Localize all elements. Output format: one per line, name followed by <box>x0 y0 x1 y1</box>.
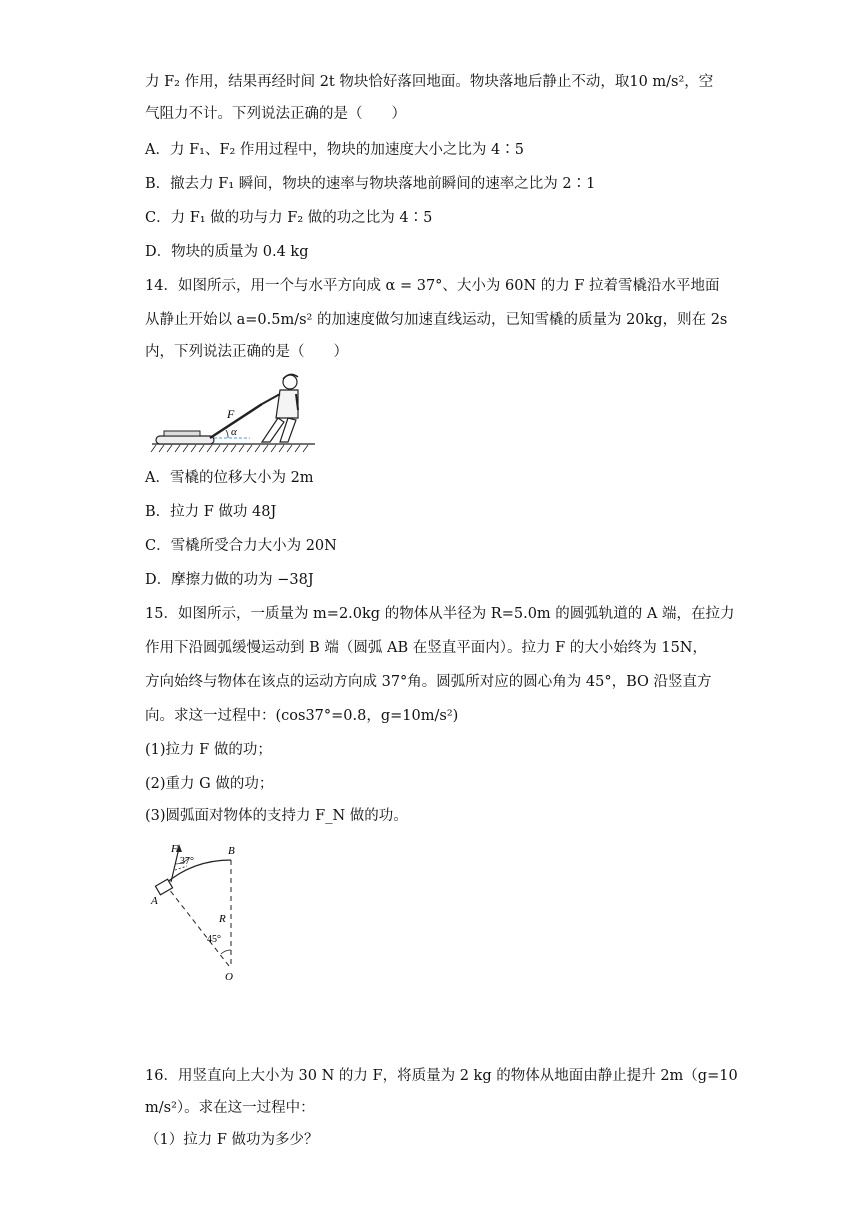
q14-text-line: 内，下列说法正确的是（ ） <box>145 344 348 360</box>
q16-text-line: m/s²）。求在这一过程中： <box>145 1100 315 1116</box>
q15-angle45-label: 45° <box>207 934 221 945</box>
q15-sub-3: (3)圆弧面对物体的支持力 F_N 做的功。 <box>145 808 408 824</box>
q13-text-line: 气阻力不计。下列说法正确的是（ ） <box>145 106 406 122</box>
q15-point-o: O <box>225 971 233 983</box>
q15-text-line: 方向始终与物体在该点的运动方向成 37°角。圆弧所对应的圆心角为 45°，BO 沿竖直方 <box>145 674 712 690</box>
alpha-label: α <box>231 426 237 438</box>
q15-text-line: 15．如图所示，一质量为 m=2.0kg 的物体从半径为 R=5.0m 的圆弧轨道的 A 端，在拉力 <box>145 606 735 622</box>
q15-sub-1: (1)拉力 F 做的功； <box>145 742 272 758</box>
q15-radius-label: R <box>219 913 226 925</box>
force-label: F <box>227 407 235 421</box>
q13-text-line: 力 F₂ 作用，结果再经时间 2t 物块恰好落回地面。物块落地后静止不动，取10 m/s²，空 <box>145 74 714 90</box>
q15-angle37-label: 37° <box>180 856 194 867</box>
sled-figure <box>150 368 320 458</box>
q14-text-line: 从静止开始以 a=0.5m/s² 的加速度做匀加速直线运动，已知雪橇的质量为 20kg，则在 2s <box>145 312 728 328</box>
q13-option-a: A．力 F₁、F₂ 作用过程中，物块的加速度大小之比为 4∶5 <box>145 142 524 158</box>
q13-option-b: B．撤去力 F₁ 瞬间，物块的速率与物块落地前瞬间的速率之比为 2∶1 <box>145 176 596 192</box>
q14-option-b: B．拉力 F 做功 48J <box>145 504 277 520</box>
arc-figure <box>145 838 255 983</box>
q14-text-line: 14．如图所示，用一个与水平方向成 α = 37°、大小为 60N 的力 F 拉着雪橇沿水平地面 <box>145 278 720 294</box>
q15-text-line: 向。求这一过程中：(cos37°=0.8，g=10m/s²) <box>145 708 459 724</box>
q15-point-b: B <box>228 845 235 857</box>
q16-text-line: 16．用竖直向上大小为 30 N 的力 F，将质量为 2 kg 的物体从地面由静止提升 2m（g=10 <box>145 1068 738 1084</box>
q15-text-line: 作用下沿圆弧缓慢运动到 B 端（圆弧 AB 在竖直平面内）。拉力 F 的大小始终为 15N， <box>145 640 707 656</box>
q16-text-line: （1）拉力 F 做功为多少？ <box>145 1132 319 1148</box>
q14-option-d: D．摩擦力做的功为 −38J <box>145 572 314 588</box>
q13-option-c: C．力 F₁ 做的功与力 F₂ 做的功之比为 4∶5 <box>145 210 433 226</box>
q14-option-c: C．雪橇所受合力大小为 20N <box>145 538 337 554</box>
q15-force-label: F <box>171 843 178 855</box>
q14-option-a: A．雪橇的位移大小为 2m <box>145 470 314 486</box>
q15-sub-2: (2)重力 G 做的功； <box>145 776 274 792</box>
q15-point-a: A <box>151 895 158 907</box>
q13-option-d: D．物块的质量为 0.4 kg <box>145 244 309 260</box>
